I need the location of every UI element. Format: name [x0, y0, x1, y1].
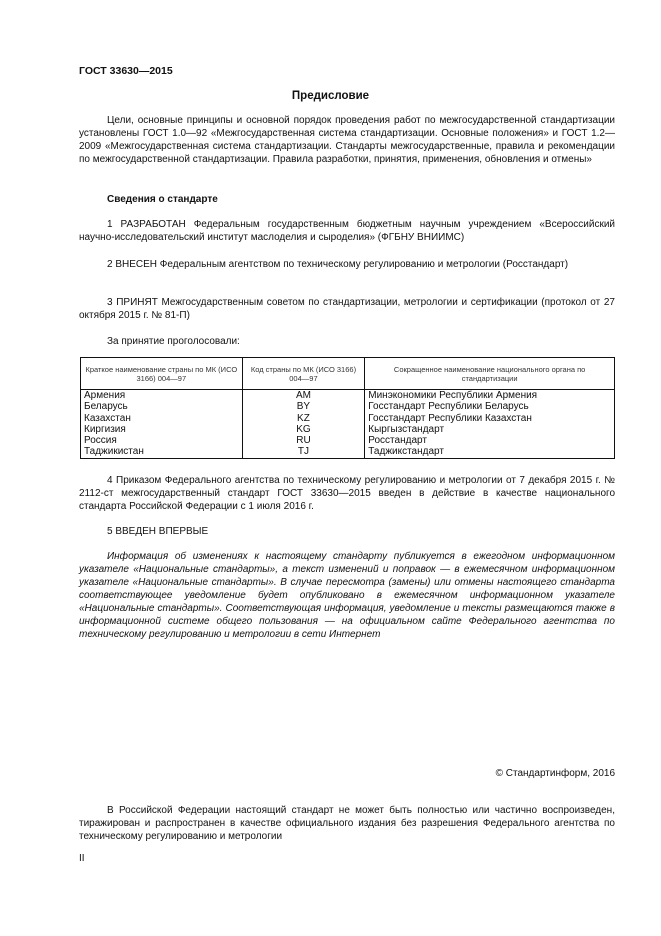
body-cell: Минэкономики Республики Армения	[365, 390, 615, 402]
body-cell: Кыргызстандарт	[365, 424, 615, 435]
voting-table	[80, 357, 615, 459]
country-cell: Киргизия	[81, 424, 243, 435]
table-row	[81, 390, 615, 402]
column-header-code: Код страны по МК (ИСО 3166) 004—97	[242, 358, 365, 390]
table-row	[81, 446, 615, 458]
body-cell: Таджикстандарт	[365, 446, 615, 458]
country-cell: Беларусь	[81, 401, 243, 412]
code-cell: KG	[242, 424, 365, 435]
page-title: Предисловие	[291, 90, 370, 102]
country-cell: Казахстан	[81, 413, 243, 424]
item-first-time: 5 ВВЕДЕН ВПЕРВЫЕ	[107, 526, 209, 537]
item-adopted: 3 ПРИНЯТ Межгосударственным советом по стандартизации, метрологии и сертификации (протокол от 27 октября 2015 г. № 81-П)	[79, 297, 615, 321]
body-cell: Росстандарт	[365, 435, 615, 446]
code-cell: KZ	[242, 413, 365, 424]
table-row	[81, 413, 615, 424]
table-row	[81, 401, 615, 412]
changes-info-paragraph: Информация об изменениях к настоящему стандарту публикуется в ежегодном информационном указателе «Национальные стандарты», а текст изменений и поправок — в ежемесячном информационном указателе «Национальные стандарты». В случае пересмотра (замены) или отмены настоящего стандарта соответствующее уведомление будет опубликовано в ежемесячном информационном указателе «Национальные стандарты». Соответствующая информация, уведомление и тексты размещаются также в информационной системе общего пользования — на официальном сайте Федерального агентства по техническому регулированию и метрологии в сети Интернет	[79, 551, 615, 640]
copyright-notice: © Стандартинформ, 2016	[495, 768, 615, 779]
document-code-header: ГОСТ 33630—2015	[79, 65, 173, 77]
code-cell: TJ	[242, 446, 365, 458]
code-cell: RU	[242, 435, 365, 446]
column-header-country: Краткое наименование страны по МК (ИСО 3166) 004—97	[81, 358, 243, 390]
country-cell: Таджикистан	[81, 446, 243, 458]
item-developed: 1 РАЗРАБОТАН Федеральным государственным бюджетным научным учреждением «Всероссийский научно-исследовательский институт маслоделия и сыроделия» (ФГБНУ ВНИИМС)	[79, 219, 615, 243]
info-heading: Сведения о стандарте	[107, 194, 218, 205]
table-row	[81, 424, 615, 435]
reproduction-notice: В Российской Федерации настоящий стандарт не может быть полностью или частично воспроизведен, тиражирован и распространен в качестве официального издания без разрешения Федерального агентства по техническому регулированию и метрологии	[79, 805, 615, 842]
item-introduced: 2 ВНЕСЕН Федеральным агентством по техническому регулированию и метрологии (Росстандарт)	[107, 259, 569, 270]
table-header-row	[81, 358, 615, 390]
body-cell: Госстандарт Республики Беларусь	[365, 401, 615, 412]
code-cell: AM	[242, 390, 365, 402]
column-header-body: Сокращенное наименование национального органа по стандартизации	[365, 358, 615, 390]
intro-paragraph: Цели, основные принципы и основной порядок проведения работ по межгосударственной стандартизации установлены ГОСТ 1.0—92 «Межгосударственная система стандартизации. Основные положения» и ГОСТ 1.2—2009 «Межгосударственная система стандартизации. Стандарты межгосударственные, правила и рекомендации по межгосударственной стандартизации. Правила разработки, принятия, применения, обновления и отмены»	[79, 115, 615, 165]
voted-label: За принятие проголосовали:	[107, 336, 240, 347]
code-cell: BY	[242, 401, 365, 412]
item-order: 4 Приказом Федерального агентства по техническому регулированию и метрологии от 7 декабря 2015 г. № 2112-ст межгосударственный стандарт ГОСТ 33630—2015 введен в действие в качестве национального стандарта Российской Федерации с 1 июля 2016 г.	[79, 475, 615, 512]
country-cell: Армения	[81, 390, 243, 402]
table-row	[81, 435, 615, 446]
country-cell: Россия	[81, 435, 243, 446]
body-cell: Госстандарт Республики Казахстан	[365, 413, 615, 424]
page-number: II	[79, 853, 85, 864]
